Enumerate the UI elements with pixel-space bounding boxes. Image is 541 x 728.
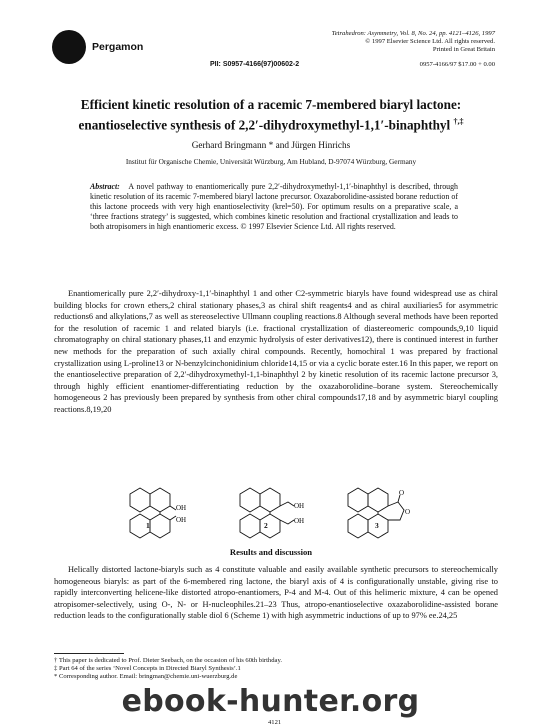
abstract: [90, 182, 458, 232]
title-line-2: [40, 113, 502, 133]
abstract-label: Abstract:: [90, 182, 120, 191]
footnote-series: ‡ Part 64 of the series ‘Novel Concepts in Directed Biaryl Synthesis’.1: [54, 665, 241, 672]
results-paragraph: Helically distorted lactone-biaryls such as 4 constitute valuable and easily available synthetic precursors to stereochemically homogeneous biaryls: as part of the 6-membered ring lactone, the biaryl axis of 4 is configurationally unstable, giving rise to rapidly interconverting helicene-like distorted atropo-enantiomers, P-4 and M-4. Out of this helimeric mixture, 4 can be opened atropisomer-selectively, using O-, N- or H-nucleophiles.21–23 Thus, atropo-enantioselective oxazaborolidine-assisted borane reduction leads to the configurationally stable diol 6 (Scheme 1) with high asymmetric inductions of up to 97% ee.24,25: [54, 565, 498, 621]
footnote-dedication: † This paper is dedicated to Prof. Dieter Seebach, on the occasion of his 60th birthday.: [54, 657, 282, 664]
oh-label-2a: OH: [294, 502, 305, 510]
page-number: 4121: [268, 719, 282, 726]
issn-code: 0957-4166/97 $17.00 + 0.00: [419, 61, 495, 68]
publisher-name: Pergamon: [92, 41, 144, 53]
compound-1-structure: [118, 486, 228, 548]
oh-label-1a: OH: [176, 504, 187, 512]
title-line-1: Efficient kinetic resolution of a racemic 7-membered biaryl lactone:: [80, 97, 462, 112]
pii-code: PII: S0957-4166(97)00602-2: [210, 61, 300, 68]
footnote-corresponding: * Corresponding author. Email: bringman@chemie.uni-wuerzburg.de: [54, 673, 238, 680]
compound-label-3: 3: [375, 521, 379, 530]
affiliation: Institut für Organische Chemie, Universität Würzburg, Am Hubland, D-97074 Würzburg, Germany: [125, 157, 417, 166]
authors: Gerhard Bringmann * and Jürgen Hinrichs: [191, 141, 351, 151]
copyright-line: © 1997 Elsevier Science Ltd. All rights reserved.: [365, 38, 495, 45]
title-marks: †,‡: [453, 117, 464, 126]
section-heading: Results and discussion: [229, 547, 313, 557]
intro-paragraph: Enantiomerically pure 2,2′-dihydroxy-1,1′-binaphthyl 1 and other C2-symmetric biaryls have found widespread use as chiral building blocks for crown ethers,2 chiral stationary phases,3 as chiral shift reagents4 and as chiral auxiliaries5 for asymmetric reductions6 and alkylations,7 as well as stereoselective Ullmann coupling reactions.8 Although several methods have been reported for the resolution of racemic 1 and related biaryls (i.e. fractional crystallization of diastereomeric compounds,9,10 liquid chromatography on chiral stationary phases,11 and enzymic hydrolysis of ester derivatives12), there is continued interest in further new methods for the preparation of such axially chiral compounds. Recently, homochiral 1 was prepared by fractional crystallization using L-proline13 or N-benzylcinchonidinium chloride14,15 or via a cyclic borate ester.16 In this paper, we report on the enantioselective preparation of 2,2′-dihydroxymethyl-1,1-binaphthyl 2 by kinetic resolution of its racemic lactone precursor 3, through highly efficient enantiomer-differentiating reduction by the oxazaborolidine–borane system. Stereochemically homogeneous 2 has previously been prepared by synthesis from other chiral compounds17,18 and by asymmetric biaryl coupling reactions.8,19,20: [54, 289, 498, 414]
o-label-3a: O: [399, 489, 405, 497]
oh-label-2b: OH: [294, 517, 305, 525]
watermark: ebook-hunter.org: [121, 684, 420, 719]
oh-label-1b: OH: [176, 516, 187, 524]
compound-2-structure: [228, 486, 338, 548]
printed-line: Printed in Great Britain: [432, 46, 495, 53]
abstract-text: A novel pathway to enantiomerically pure 2,2′-dihydroxymethyl-1,1′-binaphthyl is described, through kinetic resolution of its racemic 7-membered biaryl lactone precursor. Oxazaborolidine-assisted borane reduction of this lactone proceeds with very high enantioselectivity (krel=50). For optimum results on a preparative scale, a ‘three fractions strategy’ is suggested, which combines kinetic resolution and fractional crystallization and leads to both atropisomers in high enantiomeric excess. © 1997 Elsevier Science Ltd. All rights reserved.: [90, 182, 458, 232]
article-title: [40, 96, 502, 133]
title-line-2-text: enantioselective synthesis of 2,2′-dihydroxymethyl-1,1′-binaphthyl: [78, 117, 451, 133]
compound-label-2: 2: [264, 521, 268, 530]
journal-citation: Tetrahedron: Asymmetry, Vol. 8, No. 24, pp. 4121–4126, 1997: [331, 30, 495, 37]
journal-info: [265, 30, 495, 54]
o-label-3b: O: [405, 508, 411, 516]
footnote-rule: [54, 653, 124, 654]
compound-3-structure: [340, 486, 450, 548]
pergamon-logo: [52, 30, 86, 64]
compound-label-1: 1: [146, 521, 150, 530]
